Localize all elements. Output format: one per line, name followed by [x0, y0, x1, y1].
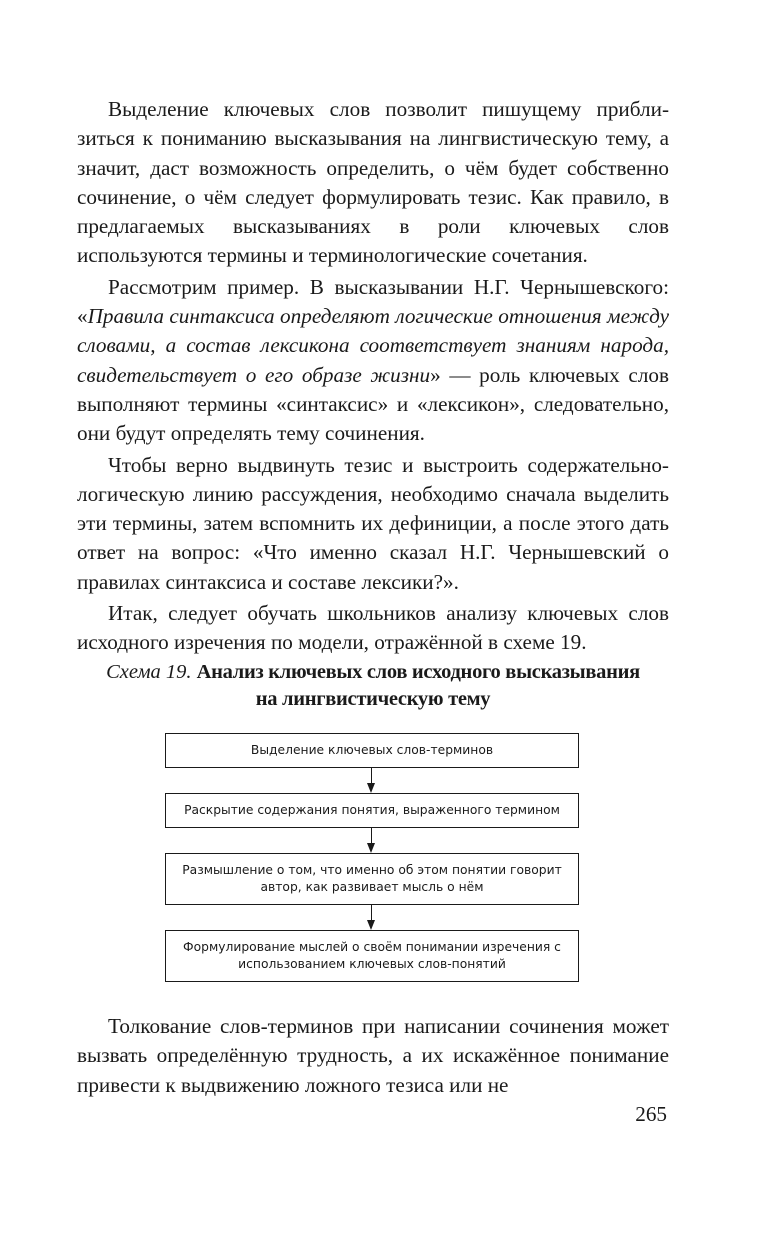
flowchart	[165, 733, 579, 982]
page-number: 265	[635, 1102, 667, 1126]
schema-title-line-2: на лингвистическую тему	[255, 688, 491, 710]
flowchart-step-1: Выделение ключевых слов-терминов	[165, 733, 579, 768]
arrow-down-icon	[165, 828, 579, 853]
flowchart-step-3: Размышление о том, что именно об этом понятии говорит автор, как развивает мысль о нём	[165, 853, 579, 905]
paragraph-4: Итак, следует обучать школьников анализу ключевых слов исходного изречения по модели, отражённой в схеме 19.	[77, 601, 669, 655]
chernyshevsky-quote: Правила синтаксиса определяют логические отношения между словами, а состав лексикона соответствует знаниям народа, свидетельствует о его образе жизни	[77, 304, 669, 387]
paragraph-2-conclusion: » — роль ключевых слов выполняют термины «синтаксис» и «лексикон», следовательно, они будут определять тему сочинения.	[77, 362, 669, 446]
flowchart-step-2: Раскрытие содержания понятия, выраженного термином	[165, 793, 579, 828]
schema-title-line-1: Анализ ключевых слов исходного высказывания	[196, 661, 640, 683]
schema-caption-line-1	[77, 659, 669, 686]
schema-caption	[77, 659, 669, 713]
paragraph-3: Чтобы верно выдвинуть тезис и выстроить содержательно-логическую линию рассуждения, необходимо сначала выделить эти термины, затем вспомнить их дефиниции, а после этого дать ответ на вопрос: «Что именно сказал Н.Г. Чернышевский о правилах синтаксиса и составе лексики?».	[77, 452, 669, 594]
paragraph-1: Выделение ключевых слов позволит пишущему приблизиться к пониманию высказывания на лингвистическую тему, а значит, даст возможность определить, о чём будет собственно сочинение, о чём следует формулировать тезис. Как правило, в предлагаемых высказываниях в роли ключевых слов используются термины и терминологические сочетания.	[77, 97, 669, 268]
paragraph-5: Толкование слов-терминов при написании сочинения может вызвать определённую трудность, а их искажённое понимание привести к выдвижению ложного тезиса или не	[77, 1014, 669, 1097]
flowchart-step-4: Формулирование мыслей о своём понимании изречения с использованием ключевых слов-понятий	[165, 930, 579, 982]
paragraph-2-intro: Рассмотрим пример. В высказывании Н.Г. Чернышевского: «	[77, 274, 669, 329]
paragraph-2	[77, 273, 669, 449]
arrow-down-icon	[165, 768, 579, 793]
text-block-top	[77, 95, 669, 658]
schema-label: Схема 19.	[106, 661, 192, 683]
arrow-down-icon	[165, 905, 579, 930]
text-block-bottom	[77, 1012, 669, 1100]
